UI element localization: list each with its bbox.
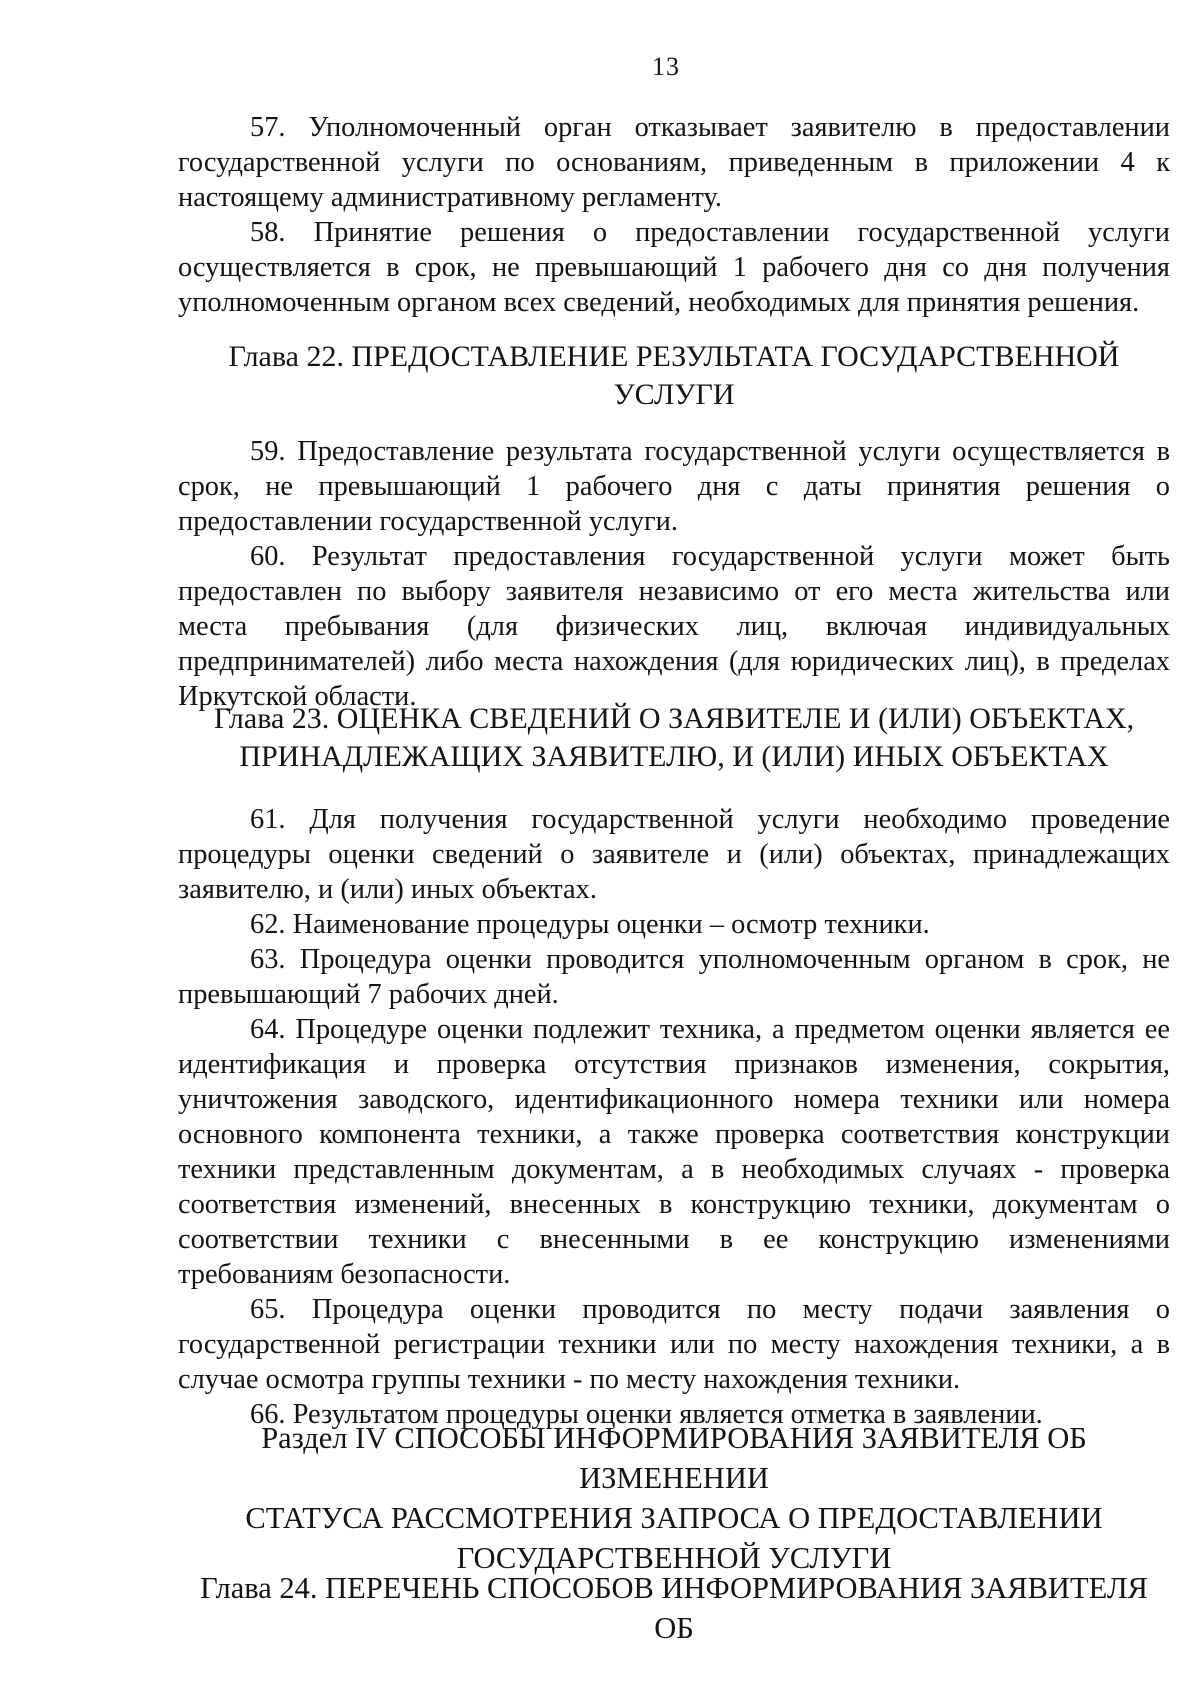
- chapter-22-heading-line-1: Глава 22. ПРЕДОСТАВЛЕНИЕ РЕЗУЛЬТАТА ГОСУДАРСТВЕННОЙ: [228, 340, 1120, 373]
- chapter-24-heading-line-1: Глава 24. ПЕРЕЧЕНЬ СПОСОБОВ ИНФОРМИРОВАНИЯ ЗАЯВИТЕЛЯ ОБ: [200, 1571, 1148, 1645]
- chapter-23-heading: [178, 700, 1170, 776]
- paragraph-58: 58. Принятие решения о предоставлении государственной услуги осуществляется в срок, не превышающий 1 рабочего дня со дня получения уполномоченным органом всех сведений, необходимых для принятия решения.: [178, 217, 1170, 318]
- paragraph-63: 63. Процедура оценки проводится уполномоченным органом в срок, не превышающий 7 рабочих дней.: [178, 944, 1170, 1010]
- paragraph-64: 64. Процедуре оценки подлежит техника, а предметом оценки является ее идентификация и проверка отсутствия признаков изменения, сокрытия, уничтожения заводского, идентификационного номера техники или номера основного компонента техники, а также проверка соответствия конструкции техники представленным документам, а в необходимых случаях - проверка соответствия изменений, внесенных в конструкцию техники, документам о соответствии техники с внесенными в ее конструкцию изменениями требованиям безопасности.: [178, 1014, 1170, 1290]
- paragraph-61: 61. Для получения государственной услуги необходимо проведение процедуры оценки сведений о заявителе и (или) объектах, принадлежащих заявителю, и (или) иных объектах.: [178, 804, 1170, 905]
- section-iv-heading: [178, 1418, 1170, 1578]
- paragraph-60: 60. Результат предоставления государственной услуги может быть предоставлен по выбору заявителя независимо от его места жительства или места пребывания (для физических лиц, включая индивидуальных предпринимателей) либо места нахождения (для юридических лиц), в пределах Иркутской области.: [178, 541, 1170, 712]
- chapter-22-heading: [178, 338, 1170, 414]
- section-iv-heading-line-2: СТАТУСА РАССМОТРЕНИЯ ЗАПРОСА О ПРЕДОСТАВЛЕНИИ: [245, 1501, 1103, 1535]
- chapter-23-heading-line-2: ПРИНАДЛЕЖАЩИХ ЗАЯВИТЕЛЮ, И (ИЛИ) ИНЫХ ОБЪЕКТАХ: [239, 740, 1109, 773]
- paragraph-65: 65. Процедура оценки проводится по месту подачи заявления о государственной регистрации техники или по месту нахождения техники, а в случае осмотра группы техники - по месту нахождения техники.: [178, 1294, 1170, 1395]
- section-iv-heading-line-1: Раздел IV СПОСОБЫ ИНФОРМИРОВАНИЯ ЗАЯВИТЕЛЯ ОБ ИЗМЕНЕНИИ: [261, 1421, 1087, 1495]
- paragraph-57: 57. Уполномоченный орган отказывает заявителю в предоставлении государственной услуги по основаниям, приведенным в приложении 4 к настоящему административному регламенту.: [178, 112, 1170, 213]
- section-iv-heading-line-3: ГОСУДАРСТВЕННОЙ УСЛУГИ: [456, 1541, 892, 1575]
- paragraphs-61-66: [178, 802, 1170, 1432]
- paragraph-66: 66. Результатом процедуры оценки является отметка в заявлении.: [250, 1399, 1043, 1430]
- paragraphs-59-60: [178, 434, 1170, 714]
- page-number: 13: [652, 52, 680, 81]
- chapter-23-heading-line-1: Глава 23. ОЦЕНКА СВЕДЕНИЙ О ЗАЯВИТЕЛЕ И (ИЛИ) ОБЪЕКТАХ,: [213, 702, 1135, 735]
- chapter-22-heading-line-2: УСЛУГИ: [613, 378, 735, 411]
- chapter-24-heading: [178, 1568, 1170, 1648]
- paragraph-59: 59. Предоставление результата государственной услуги осуществляется в срок, не превышающий 1 рабочего дня с даты принятия решения о предоставлении государственной услуги.: [178, 436, 1170, 537]
- paragraph-62: 62. Наименование процедуры оценки – осмотр техники.: [250, 909, 930, 940]
- paragraphs-57-58: [178, 110, 1170, 320]
